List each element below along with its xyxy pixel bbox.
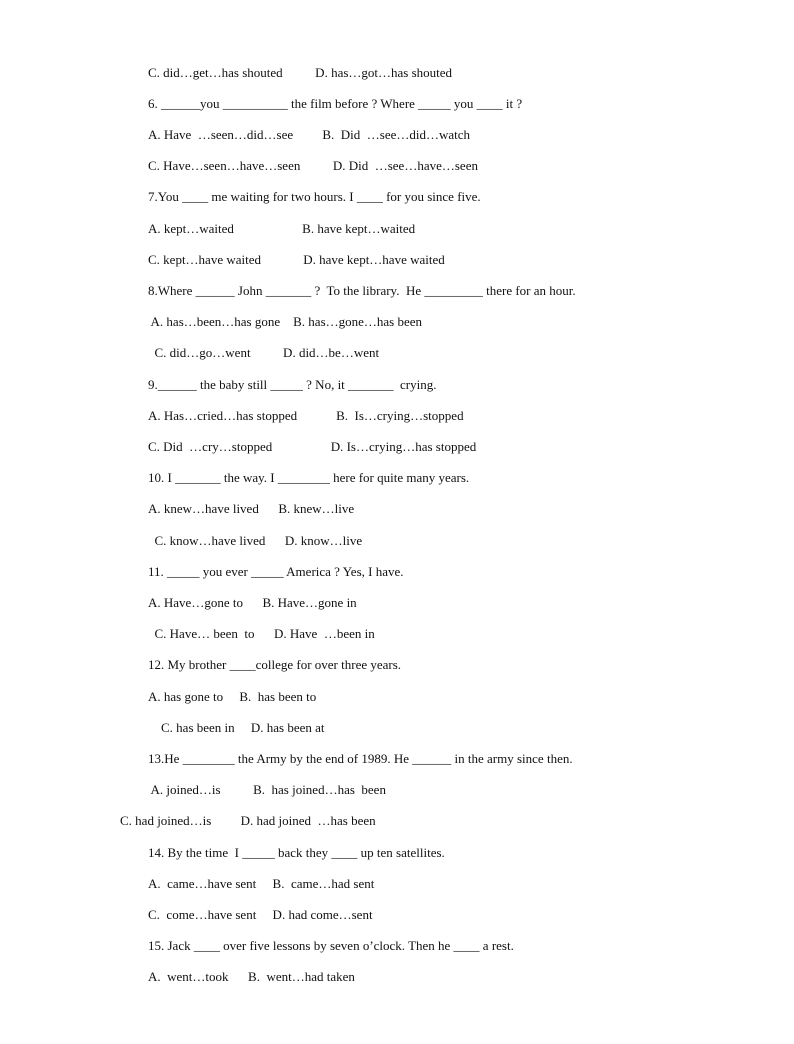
option-line: C. Have…seen…have…seen D. Did …see…have…seen — [148, 158, 478, 173]
question-line: 7.You ____ me waiting for two hours. I ____ for you since five. — [148, 189, 481, 204]
option-line: A. Has…cried…has stopped B. Is…crying…stopped — [148, 408, 464, 423]
question-line: 13.He ________ the Army by the end of 1989. He ______ in the army since then. — [148, 751, 573, 766]
option-line: A. knew…have lived B. knew…live — [148, 501, 355, 516]
option-line: A. has…been…has gone B. has…gone…has been — [148, 314, 423, 329]
option-line: C. has been in D. has been at — [148, 720, 325, 735]
question-line: 15. Jack ____ over five lessons by seven o’clock. Then he ____ a rest. — [148, 938, 514, 953]
option-line: C. did…go…went D. did…be…went — [148, 345, 380, 360]
option-line: A. joined…is B. has joined…has been — [148, 782, 386, 797]
option-line: C. had joined…is D. had joined …has been — [120, 813, 376, 828]
question-line: 12. My brother ____college for over three years. — [148, 657, 402, 672]
option-line: A. kept…waited B. have kept…waited — [148, 221, 416, 236]
option-line: A. has gone to B. has been to — [148, 689, 317, 704]
option-line: C. come…have sent D. had come…sent — [148, 907, 373, 922]
option-line: C. know…have lived D. know…live — [148, 533, 363, 548]
option-line: C. did…get…has shouted D. has…got…has shouted — [148, 65, 453, 80]
option-line: C. kept…have waited D. have kept…have waited — [148, 252, 445, 267]
question-line: 11. _____ you ever _____ America ? Yes, I have. — [148, 564, 404, 579]
question-line: 6. ______you __________ the film before ? Where _____ you ____ it ? — [148, 96, 523, 111]
question-line: 8.Where ______ John _______ ? To the library. He _________ there for an hour. — [148, 283, 576, 298]
option-line: A. Have …seen…did…see B. Did …see…did…watch — [148, 127, 471, 142]
question-line: 10. I _______ the way. I ________ here for quite many years. — [148, 470, 470, 485]
option-line: A. Have…gone to B. Have…gone in — [148, 595, 357, 610]
question-line: 14. By the time I _____ back they ____ up ten satellites. — [148, 845, 445, 860]
option-line: A. came…have sent B. came…had sent — [148, 876, 375, 891]
option-line: C. Did …cry…stopped D. Is…crying…has stopped — [148, 439, 477, 454]
option-line: C. Have… been to D. Have …been in — [148, 626, 375, 641]
option-line: A. went…took B. went…had taken — [148, 969, 355, 984]
question-line: 9.______ the baby still _____ ? No, it _______ crying. — [148, 377, 437, 392]
